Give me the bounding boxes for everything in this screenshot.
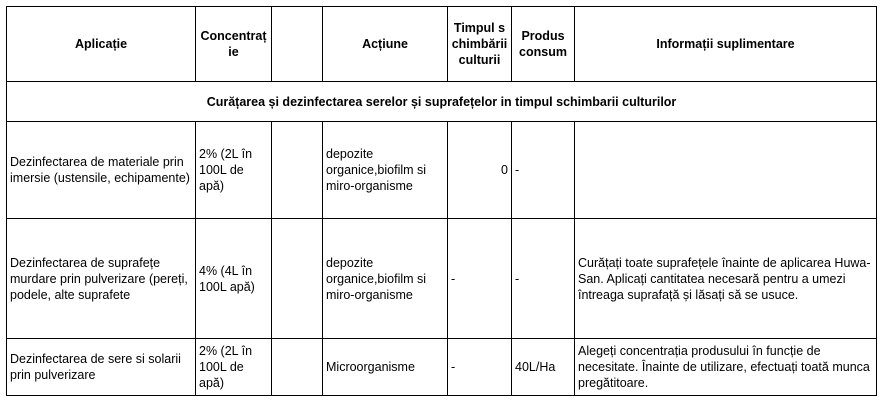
cell-aplicatie: Dezinfectarea de suprafețe murdare prin pulverizare (pereți, podele, alte suprafete [7,219,196,339]
document-table-wrapper [6,6,877,396]
table-row [7,339,877,396]
cell-blank [272,122,323,219]
table-row [7,122,877,219]
cell-produs: - [512,122,575,219]
cell-actiune: Microorganisme [323,339,448,396]
header-timpul: Timpul schimbării culturii [448,7,512,82]
cell-concentratie: 2% (2L în 100L de apă) [196,339,272,396]
cell-aplicatie: Dezinfectarea de sere si solarii prin pulverizare [7,339,196,396]
section-title: Curățarea și dezinfectarea serelor și suprafețelor in timpul schimbarii culturilor [7,82,877,122]
header-blank [272,7,323,82]
cell-concentratie: 4% (4L în 100L apă) [196,219,272,339]
table-row [7,219,877,339]
header-row [7,7,877,82]
cell-produs: - [512,219,575,339]
cell-actiune: depozite organice,biofilm si miro-organisme [323,122,448,219]
header-produs: Produs consum [512,7,575,82]
cell-timpul: - [448,219,512,339]
cell-aplicatie: Dezinfectarea de materiale prin imersie (ustensile, echipamente) [7,122,196,219]
header-aplicatie: Aplicație [7,7,196,82]
cell-actiune: depozite organice,biofilm si miro-organisme [323,219,448,339]
cell-timpul: - [448,339,512,396]
section-row [7,82,877,122]
disinfection-table [6,6,877,396]
cell-produs: 40L/Ha [512,339,575,396]
header-actiune: Acțiune [323,7,448,82]
header-info: Informații suplimentare [575,7,877,82]
cell-info: Curățați toate suprafețele înainte de aplicarea Huwa-San. Aplicați cantitatea necesară pentru a umezi întreaga suprafață și lăsați să se usuce. [575,219,877,339]
cell-blank [272,339,323,396]
cell-info: Alegeți concentrația produsului în funcție de necesitate. Înainte de utilizare, efectuați toată munca pregătitoare. [575,339,877,396]
cell-info [575,122,877,219]
cell-timpul: 0 [448,122,512,219]
cell-concentratie: 2% (2L în 100L de apă) [196,122,272,219]
header-concentratie: Concentrație [196,7,272,82]
cell-blank [272,219,323,339]
